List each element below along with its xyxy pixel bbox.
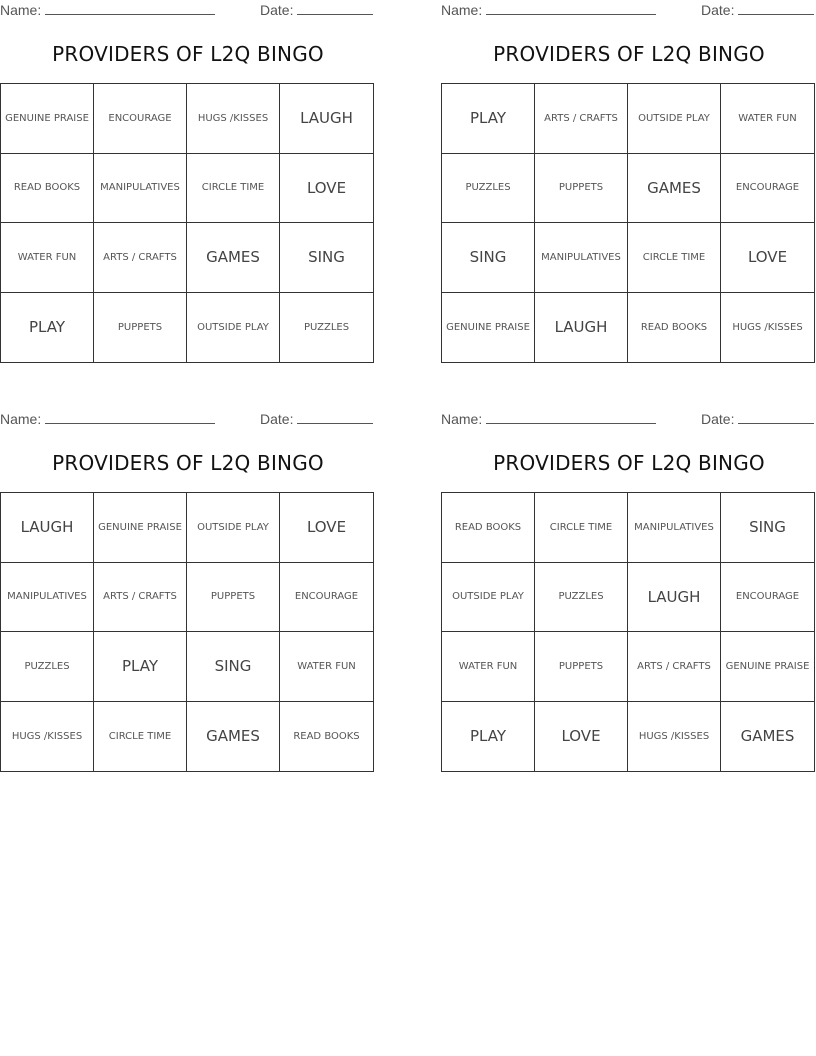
bingo-cell[interactable]: READ BOOKS <box>1 154 94 224</box>
name-blank[interactable] <box>45 2 215 15</box>
name-label: Name: <box>0 411 42 427</box>
bingo-cell[interactable]: MANIPULATIVES <box>535 223 628 293</box>
date-label: Date: <box>701 2 735 18</box>
bingo-cell[interactable]: GAMES <box>628 154 721 224</box>
bingo-cell[interactable]: SING <box>187 632 280 702</box>
card-title: PROVIDERS OF L2Q BINGO <box>493 42 765 66</box>
name-blank[interactable] <box>45 411 215 424</box>
name-date-line <box>441 2 816 20</box>
bingo-cell[interactable]: GENUINE PRAISE <box>1 84 94 154</box>
name-field[interactable] <box>0 411 215 427</box>
bingo-cell[interactable]: HUGS /KISSES <box>628 702 721 772</box>
bingo-cell[interactable]: LOVE <box>280 493 373 563</box>
date-blank[interactable] <box>297 2 373 15</box>
name-field[interactable] <box>441 411 656 427</box>
date-field[interactable] <box>260 411 373 427</box>
bingo-cell[interactable]: CIRCLE TIME <box>94 702 187 772</box>
bingo-cell[interactable]: ENCOURAGE <box>721 563 814 633</box>
bingo-grid <box>0 83 374 363</box>
bingo-cell[interactable]: OUTSIDE PLAY <box>442 563 535 633</box>
date-label: Date: <box>260 2 294 18</box>
bingo-cell[interactable]: PLAY <box>1 293 94 363</box>
bingo-cell[interactable]: LAUGH <box>535 293 628 363</box>
name-label: Name: <box>441 411 483 427</box>
bingo-cell[interactable]: SING <box>280 223 373 293</box>
bingo-cell[interactable]: SING <box>442 223 535 293</box>
bingo-cell[interactable]: ARTS / CRAFTS <box>94 563 187 633</box>
bingo-cell[interactable]: WATER FUN <box>442 632 535 702</box>
bingo-cell[interactable]: PUPPETS <box>187 563 280 633</box>
bingo-grid <box>441 83 815 363</box>
bingo-cell[interactable]: GAMES <box>740 727 795 746</box>
date-field[interactable] <box>260 2 373 18</box>
bingo-cell[interactable]: LOVE <box>280 154 373 224</box>
bingo-cell[interactable]: LOVE <box>721 223 814 293</box>
name-date-line <box>0 411 376 429</box>
name-field[interactable] <box>0 2 215 18</box>
date-label: Date: <box>701 411 735 427</box>
name-date-line <box>0 2 376 20</box>
card-title: PROVIDERS OF L2Q BINGO <box>493 451 765 475</box>
date-blank[interactable] <box>738 2 814 15</box>
bingo-cell[interactable]: GENUINE PRAISE <box>721 632 814 702</box>
bingo-cell[interactable]: ENCOURAGE <box>721 154 814 224</box>
bingo-cell[interactable]: PLAY <box>94 632 187 702</box>
bingo-cell[interactable]: WATER FUN <box>280 632 373 702</box>
bingo-cell[interactable]: OUTSIDE PLAY <box>187 293 280 363</box>
bingo-cell[interactable]: MANIPULATIVES <box>1 563 94 633</box>
bingo-cell[interactable]: WATER FUN <box>1 223 94 293</box>
bingo-cell[interactable]: HUGS /KISSES <box>187 84 280 154</box>
name-blank[interactable] <box>486 2 656 15</box>
bingo-cell[interactable]: PUZZLES <box>303 321 350 333</box>
date-label: Date: <box>260 411 294 427</box>
bingo-cell[interactable]: ARTS / CRAFTS <box>94 223 187 293</box>
date-blank[interactable] <box>738 411 814 424</box>
bingo-cell[interactable]: ENCOURAGE <box>280 563 373 633</box>
bingo-cell[interactable]: GENUINE PRAISE <box>94 493 187 563</box>
date-field[interactable] <box>701 411 814 427</box>
bingo-cell[interactable]: LAUGH <box>628 563 721 633</box>
bingo-cell[interactable]: CIRCLE TIME <box>628 223 721 293</box>
bingo-cell[interactable]: PUPPETS <box>535 632 628 702</box>
bingo-cell[interactable]: GAMES <box>187 702 280 772</box>
bingo-cell[interactable]: WATER FUN <box>721 84 814 154</box>
date-field[interactable] <box>701 2 814 18</box>
bingo-cell[interactable]: PUPPETS <box>535 154 628 224</box>
bingo-cell[interactable]: ARTS / CRAFTS <box>535 84 628 154</box>
name-label: Name: <box>0 2 42 18</box>
name-blank[interactable] <box>486 411 656 424</box>
bingo-cell[interactable]: CIRCLE TIME <box>535 493 628 563</box>
date-blank[interactable] <box>297 411 373 424</box>
bingo-cell[interactable]: PLAY <box>442 702 535 772</box>
name-label: Name: <box>441 2 483 18</box>
bingo-grid <box>441 492 815 772</box>
bingo-cell[interactable]: MANIPULATIVES <box>94 154 187 224</box>
bingo-cell[interactable]: READ BOOKS <box>442 493 535 563</box>
bingo-cell[interactable]: PUPPETS <box>94 293 187 363</box>
bingo-cell[interactable]: OUTSIDE PLAY <box>187 493 280 563</box>
bingo-cell[interactable]: ARTS / CRAFTS <box>628 632 721 702</box>
bingo-cell[interactable]: GAMES <box>187 223 280 293</box>
bingo-cell[interactable]: HUGS /KISSES <box>1 702 94 772</box>
bingo-cell[interactable]: LAUGH <box>280 84 373 154</box>
bingo-cell[interactable]: PLAY <box>442 84 535 154</box>
bingo-cell[interactable]: LOVE <box>535 702 628 772</box>
card-title: PROVIDERS OF L2Q BINGO <box>52 42 324 66</box>
bingo-cell[interactable]: MANIPULATIVES <box>628 493 721 563</box>
bingo-grid <box>0 492 374 772</box>
bingo-cell[interactable]: READ BOOKS <box>293 730 360 742</box>
name-field[interactable] <box>441 2 656 18</box>
bingo-cell[interactable]: HUGS /KISSES <box>732 321 803 333</box>
name-date-line <box>441 411 816 429</box>
bingo-cell[interactable]: OUTSIDE PLAY <box>628 84 721 154</box>
bingo-cell[interactable]: PUZZLES <box>535 563 628 633</box>
bingo-cell[interactable]: CIRCLE TIME <box>187 154 280 224</box>
card-title: PROVIDERS OF L2Q BINGO <box>52 451 324 475</box>
bingo-cell[interactable]: READ BOOKS <box>628 293 721 363</box>
bingo-cell[interactable]: ENCOURAGE <box>94 84 187 154</box>
bingo-cell[interactable]: PUZZLES <box>442 154 535 224</box>
bingo-cell[interactable]: GENUINE PRAISE <box>442 293 535 363</box>
bingo-cell[interactable]: PUZZLES <box>1 632 94 702</box>
bingo-cell[interactable]: SING <box>721 493 814 563</box>
bingo-cell[interactable]: LAUGH <box>1 493 94 563</box>
